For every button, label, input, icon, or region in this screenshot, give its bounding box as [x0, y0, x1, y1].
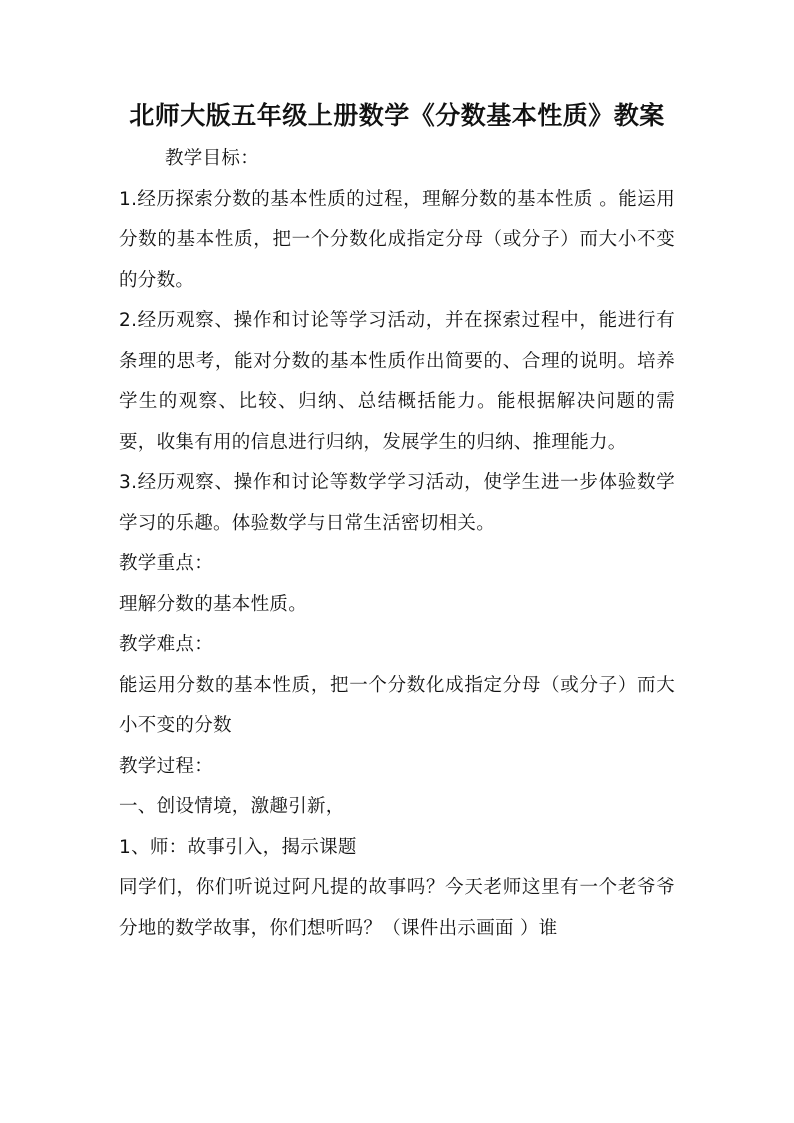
objective-paragraph-1: 1.经历探索分数的基本性质的过程，理解分数的基本性质 。能运用分数的基本性质，把一个分数化成指定分母（或分子）而大小不变的分数。	[119, 188, 675, 291]
difficulty-heading: 教学难点：	[119, 634, 214, 655]
objective-paragraph-3: 3.经历观察、操作和讨论等数学学习活动，使学生进一步体验数学学习的乐趣。体验数学与日常生活密切相关。	[119, 472, 675, 534]
key-point-text: 理解分数的基本性质。	[119, 593, 308, 615]
story-paragraph: 同学们，你们听说过阿凡提的故事吗？今天老师这里有一个老爷爷分地的数学故事，你们想听吗？（课件出示画面 ）谁	[119, 877, 675, 939]
document-body	[119, 139, 675, 949]
section-heading-1: 一、创设情境，激趣引新，	[119, 796, 345, 817]
objective-paragraph-2: 2.经历观察、操作和讨论等学习活动，并在探索过程中，能进行有条理的思考，能对分数的基本性质作出简要的、合理的说明。培养学生的观察、比较、归纳、总结概括能力。能根据解决问题的需要，收集有用的信息进行归纳，发展学生的归纳、推理能力。	[119, 310, 675, 453]
difficulty-text: 能运用分数的基本性质，把一个分数化成指定分母（或分子）而大小不变的分数	[119, 674, 675, 736]
objectives-heading: 教学目标：	[165, 148, 260, 169]
process-heading: 教学过程：	[119, 755, 214, 777]
document-title: 北师大版五年级上册数学《分数基本性质》教案	[129, 101, 665, 130]
key-point-heading: 教学重点：	[119, 553, 214, 574]
step-heading-1: 1、师：故事引入，揭示课题	[119, 836, 357, 858]
